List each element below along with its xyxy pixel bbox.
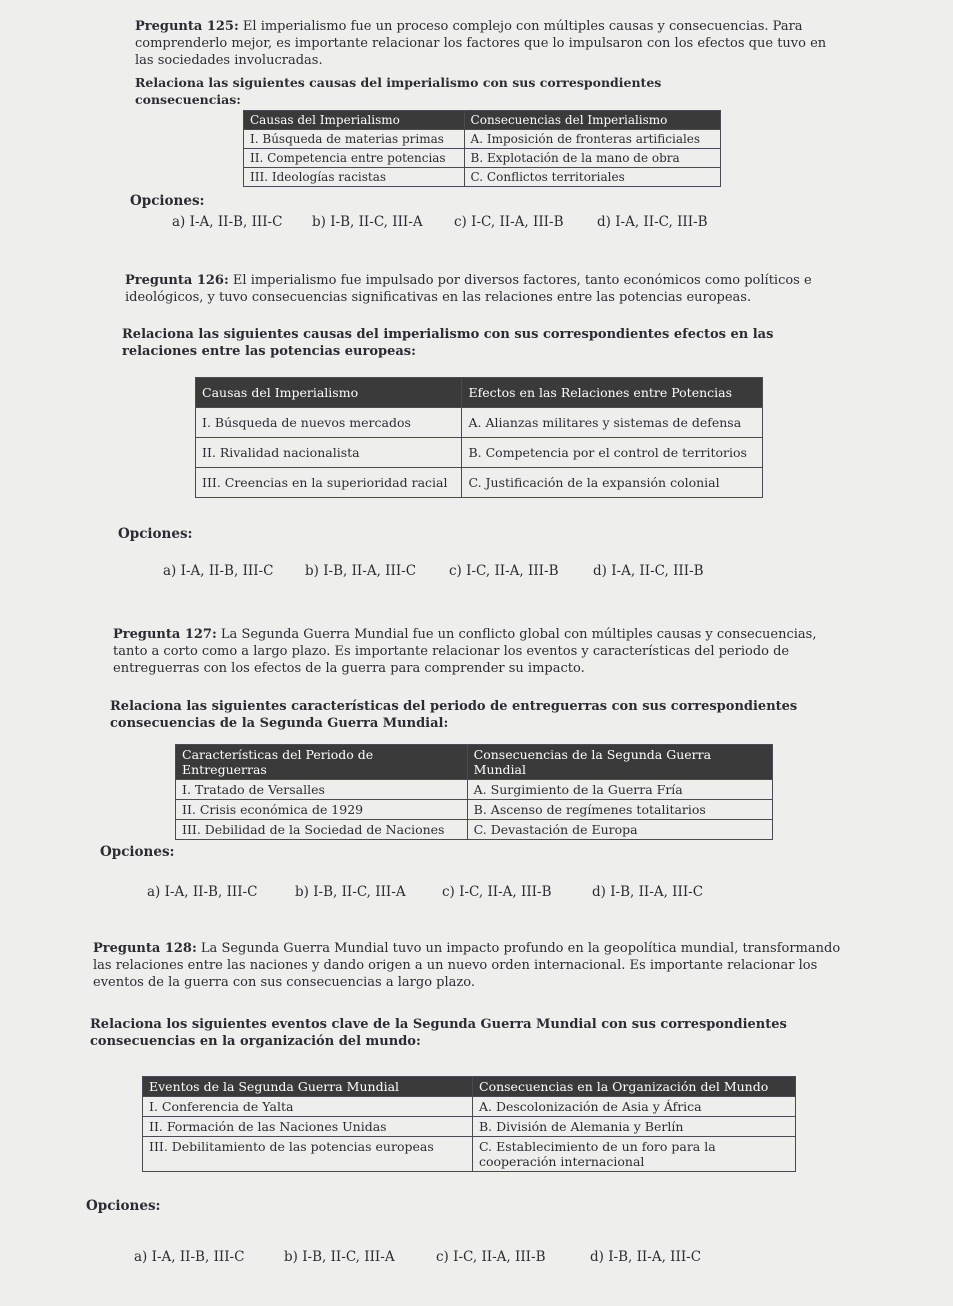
table-cell: C. Justificación de la expansión colonial: [462, 468, 763, 498]
intro-text: El imperialismo fue un proceso complejo con múltiples causas y consecuencias. Para comprenderlo mejor, es importante relacionar los factores que lo impulsaron con los efectos que tuvo en las sociedades involucradas.: [135, 19, 827, 68]
question-number: Pregunta 127:: [113, 627, 217, 642]
question-instruction: Relaciona los siguientes eventos clave de la Segunda Guerra Mundial con sus correspondientes consecuencias en la organización del mundo:: [90, 1017, 787, 1049]
question-instruction: Relaciona las siguientes causas del imperialismo con sus correspondientes efectos en las relaciones entre las potencias europeas:: [122, 327, 774, 359]
table-row: [143, 1137, 796, 1172]
question-instruction: Relaciona las siguientes causas del imperialismo con sus correspondientes consecuencias:: [135, 75, 662, 107]
table-cell: I. Conferencia de Yalta: [143, 1097, 473, 1117]
option-a[interactable]: a) I-A, II-B, III-C: [134, 1249, 245, 1265]
option-a[interactable]: a) I-A, II-B, III-C: [147, 884, 258, 900]
matching-table: [243, 110, 721, 187]
options-list: [172, 214, 708, 230]
question-intro: [125, 272, 845, 306]
table-cell: A. Surgimiento de la Guerra Fría: [467, 780, 772, 800]
table-header-left: Características del Periodo de Entreguerras: [176, 745, 468, 780]
options-label: Opciones:: [130, 193, 205, 209]
question-intro: [135, 18, 840, 69]
table-cell: III. Ideologías racistas: [244, 168, 465, 187]
table-header-right: Efectos en las Relaciones entre Potencias: [462, 378, 763, 408]
option-d[interactable]: d) I-B, II-A, III-C: [592, 884, 704, 900]
options-label: Opciones:: [100, 844, 175, 860]
table-cell: I. Búsqueda de materias primas: [244, 130, 465, 149]
options-list: [147, 884, 703, 900]
option-d[interactable]: d) I-A, II-C, III-B: [597, 214, 708, 230]
table-cell: A. Imposición de fronteras artificiales: [464, 130, 720, 149]
table-header-left: Causas del Imperialismo: [196, 378, 462, 408]
table-row: [176, 820, 773, 840]
question-126: [0, 260, 953, 590]
option-a[interactable]: a) I-A, II-B, III-C: [163, 563, 274, 579]
table-cell: II. Rivalidad nacionalista: [196, 438, 462, 468]
table-row: [143, 1097, 796, 1117]
table-header-right: Consecuencias de la Segunda Guerra Mundial: [467, 745, 772, 780]
table-header-left: Eventos de la Segunda Guerra Mundial: [143, 1077, 473, 1097]
table-cell: B. Ascenso de regímenes totalitarios: [467, 800, 772, 820]
table-header-right: Consecuencias del Imperialismo: [464, 111, 720, 130]
option-b[interactable]: b) I-B, II-C, III-A: [284, 1249, 395, 1265]
matching-table: [175, 744, 773, 840]
matching-table: [142, 1076, 796, 1172]
option-c[interactable]: c) I-C, II-A, III-B: [442, 884, 552, 900]
question-127: [0, 620, 953, 920]
option-b[interactable]: b) I-B, II-A, III-C: [305, 563, 417, 579]
intro-text: La Segunda Guerra Mundial fue un conflicto global con múltiples causas y consecuencias, tanto a corto como a largo plazo. Es importante relacionar los eventos y características del periodo de entreguerras con los efectos de la guerra para comprender su impacto.: [113, 627, 817, 676]
table-cell: C. Conflictos territoriales: [464, 168, 720, 187]
question-intro: [113, 626, 848, 677]
table-cell: C. Devastación de Europa: [467, 820, 772, 840]
question-intro: [93, 940, 848, 991]
table-cell: C. Establecimiento de un foro para la cooperación internacional: [473, 1137, 796, 1172]
table-cell: III. Creencias en la superioridad racial: [196, 468, 462, 498]
table-row: [143, 1117, 796, 1137]
table-row: [244, 168, 721, 187]
option-a[interactable]: a) I-A, II-B, III-C: [172, 214, 283, 230]
table-row: [244, 130, 721, 149]
options-list: [163, 563, 704, 579]
question-125: [0, 0, 953, 240]
table-row: [196, 438, 763, 468]
intro-text: La Segunda Guerra Mundial tuvo un impacto profundo en la geopolítica mundial, transformando las relaciones entre las naciones y dando origen a un nuevo orden internacional. Es importante relacionar los eventos de la guerra con sus consecuencias a largo plazo.: [93, 941, 841, 990]
table-row: [176, 800, 773, 820]
table-cell: I. Búsqueda de nuevos mercados: [196, 408, 462, 438]
table-cell: II. Formación de las Naciones Unidas: [143, 1117, 473, 1137]
table-cell: III. Debilidad de la Sociedad de Naciones: [176, 820, 468, 840]
table-cell: B. Explotación de la mano de obra: [464, 149, 720, 168]
table-cell: II. Crisis económica de 1929: [176, 800, 468, 820]
table-row: [196, 408, 763, 438]
table-header-right: Consecuencias en la Organización del Mundo: [473, 1077, 796, 1097]
option-d[interactable]: d) I-B, II-A, III-C: [590, 1249, 702, 1265]
options-label: Opciones:: [86, 1198, 161, 1214]
question-128: [0, 940, 953, 1280]
option-c[interactable]: c) I-C, II-A, III-B: [436, 1249, 546, 1265]
table-cell: I. Tratado de Versalles: [176, 780, 468, 800]
options-label: Opciones:: [118, 526, 193, 542]
options-list: [134, 1249, 701, 1265]
option-c[interactable]: c) I-C, II-A, III-B: [454, 214, 564, 230]
option-c[interactable]: c) I-C, II-A, III-B: [449, 563, 559, 579]
option-d[interactable]: d) I-A, II-C, III-B: [593, 563, 704, 579]
table-cell: B. División de Alemania y Berlín: [473, 1117, 796, 1137]
question-number: Pregunta 126:: [125, 273, 229, 288]
table-header-left: Causas del Imperialismo: [244, 111, 465, 130]
table-cell: A. Alianzas militares y sistemas de defensa: [462, 408, 763, 438]
table-cell: II. Competencia entre potencias: [244, 149, 465, 168]
table-cell: A. Descolonización de Asia y África: [473, 1097, 796, 1117]
question-number: Pregunta 128:: [93, 941, 197, 956]
table-cell: III. Debilitamiento de las potencias europeas: [143, 1137, 473, 1172]
question-instruction: Relaciona las siguientes características del periodo de entreguerras con sus correspondientes consecuencias de la Segunda Guerra Mundial:: [110, 699, 798, 731]
intro-text: El imperialismo fue impulsado por diversos factores, tanto económicos como políticos e ideológicos, y tuvo consecuencias significativas en las relaciones entre las potencias europeas.: [125, 273, 812, 305]
table-row: [244, 149, 721, 168]
matching-table: [195, 377, 763, 498]
question-number: Pregunta 125:: [135, 19, 239, 34]
table-row: [176, 780, 773, 800]
table-cell: B. Competencia por el control de territorios: [462, 438, 763, 468]
table-row: [196, 468, 763, 498]
option-b[interactable]: b) I-B, II-C, III-A: [295, 884, 406, 900]
option-b[interactable]: b) I-B, II-C, III-A: [312, 214, 423, 230]
